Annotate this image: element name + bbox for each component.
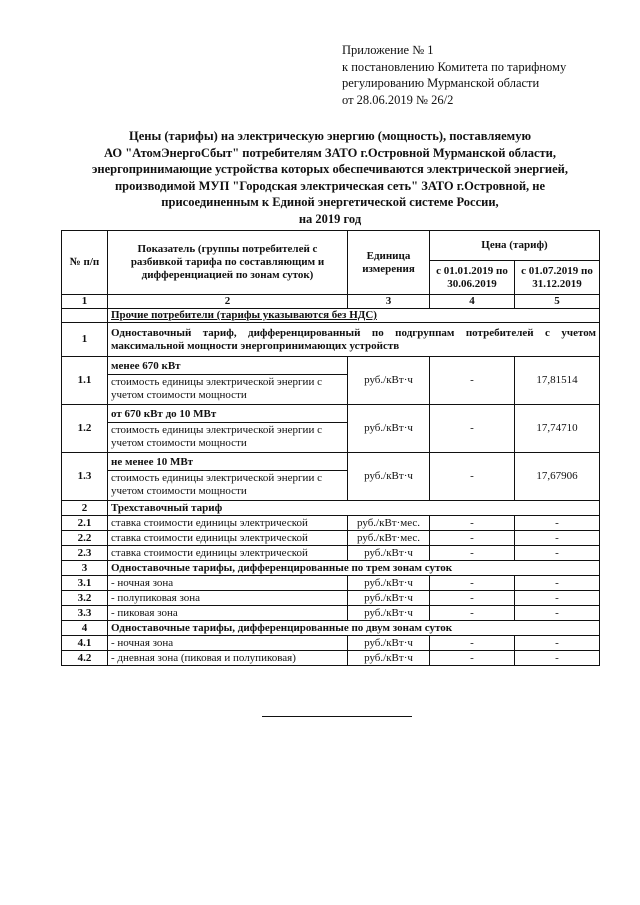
unit-cell: руб./кВт·ч	[348, 651, 430, 666]
row-text: - дневная зона (пиковая и полупиковая)	[108, 651, 348, 666]
title-line: на 2019 год	[298, 211, 362, 226]
table-row	[62, 606, 600, 621]
row-text: - ночная зона	[108, 576, 348, 591]
unit-cell: руб./кВт·ч	[348, 606, 430, 621]
value-cell: -	[515, 576, 600, 591]
value-cell: -	[430, 546, 515, 561]
value-cell: -	[515, 531, 600, 546]
value-cell: -	[430, 591, 515, 606]
row-text: ставка стоимости единицы электрической	[108, 531, 348, 546]
appendix-line: к постановлению Комитета по тарифному	[342, 59, 567, 74]
row-number: 1	[62, 323, 108, 357]
value-cell: -	[515, 651, 600, 666]
value-cell: -	[515, 606, 600, 621]
title-line: Цены (тарифы) на электрическую энергию (мощность), поставляемую	[128, 129, 532, 143]
value-cell: -	[430, 651, 515, 666]
unit-cell: руб./кВт·ч	[348, 405, 430, 453]
row-number: 4	[62, 621, 108, 636]
subgroup-heading: не менее 10 МВт	[111, 455, 194, 468]
table-row	[62, 453, 600, 501]
row-number: 2	[62, 501, 108, 516]
column-number: 2	[108, 295, 348, 309]
unit-cell: руб./кВт·ч	[348, 453, 430, 501]
row-text: Трехставочный тариф	[108, 501, 600, 516]
unit-cell: руб./кВт·ч	[348, 636, 430, 651]
appendix-block	[342, 42, 566, 108]
column-number: 1	[62, 295, 108, 309]
title-line: производимой МУП "Городская электрическая сеть" ЗАТО г.Островной, не	[114, 178, 546, 193]
row-number: 1.1	[62, 357, 108, 405]
appendix-line: регулированию Мурманской области	[342, 76, 540, 90]
row-text: Одноставочный тариф, дифференцированный по подгруппам потребителей с учетом максимальной мощности энергопринимающих устройств	[108, 323, 600, 357]
column-number: 3	[348, 295, 430, 309]
row-text: - ночная зона	[108, 636, 348, 651]
value-cell: -	[515, 591, 600, 606]
row-text: - полупиковая зона	[108, 591, 348, 606]
table-row	[62, 546, 600, 561]
row-text: ставка стоимости единицы электрической	[108, 516, 348, 531]
column-number: 5	[515, 295, 600, 309]
value-cell: -	[430, 453, 515, 501]
row-number: 4.1	[62, 636, 108, 651]
row-number: 2.1	[62, 516, 108, 531]
header-num: № п/п	[62, 231, 108, 295]
row-text: Одноставочные тарифы, дифференцированные по трем зонам суток	[108, 561, 600, 576]
value-cell: -	[430, 405, 515, 453]
table-row	[62, 651, 600, 666]
value-cell: -	[430, 636, 515, 651]
document-title	[60, 128, 600, 227]
title-line: АО "АтомЭнергоСбыт" потребителям ЗАТО г.Островной Мурманской области,	[103, 145, 556, 160]
column-number: 4	[430, 295, 515, 309]
subgroup-heading: от 670 кВт до 10 МВт	[111, 407, 217, 420]
row-text: стоимость единицы электрической энергии с учетом стоимости мощности	[108, 422, 347, 451]
table-row	[62, 591, 600, 606]
unit-cell: руб./кВт·ч	[348, 546, 430, 561]
row-number: 3.2	[62, 591, 108, 606]
value-cell: -	[515, 516, 600, 531]
title-line: энергопринимающие устройства которых обеспечиваются электрической энергией,	[91, 162, 569, 176]
unit-cell: руб./кВт·мес.	[348, 531, 430, 546]
table-row	[62, 531, 600, 546]
row-number: 4.2	[62, 651, 108, 666]
header-period-2: с 01.07.2019 по 31.12.2019	[515, 261, 600, 295]
row-number: 3	[62, 561, 108, 576]
appendix-line: от 28.06.2019 № 26/2	[342, 92, 454, 107]
title-line: присоединенным к Единой энергетической системе России,	[161, 195, 499, 209]
subgroup-heading: менее 670 кВт	[111, 359, 181, 372]
value-cell: -	[430, 357, 515, 405]
value-cell: -	[430, 606, 515, 621]
value-cell: -	[430, 576, 515, 591]
header-price: Цена (тариф)	[430, 231, 600, 261]
value-cell: -	[515, 636, 600, 651]
value-cell: 17,67906	[515, 453, 600, 501]
unit-cell: руб./кВт·ч	[348, 576, 430, 591]
row-text: - пиковая зона	[108, 606, 348, 621]
unit-cell: руб./кВт·ч	[348, 591, 430, 606]
appendix-line: Приложение № 1	[342, 43, 434, 57]
table-row	[62, 576, 600, 591]
table-row	[62, 405, 600, 453]
value-cell: 17,74710	[515, 405, 600, 453]
unit-cell: руб./кВт·ч	[348, 357, 430, 405]
header-unit: Единица измерения	[348, 231, 430, 295]
table-row	[62, 357, 600, 405]
row-number: 2.2	[62, 531, 108, 546]
table-row	[62, 636, 600, 651]
row-number: 2.3	[62, 546, 108, 561]
row-number: 1.3	[62, 453, 108, 501]
row-text: стоимость единицы электрической энергии с учетом стоимости мощности	[108, 374, 347, 403]
row-text: стоимость единицы электрической энергии с учетом стоимости мощности	[108, 470, 347, 499]
cell-empty	[62, 309, 108, 323]
value-cell: -	[515, 546, 600, 561]
row-number: 1.2	[62, 405, 108, 453]
unit-cell: руб./кВт·мес.	[348, 516, 430, 531]
section-heading: Прочие потребители (тарифы указываются без НДС)	[108, 309, 600, 323]
closing-line	[262, 716, 412, 717]
row-number: 3.3	[62, 606, 108, 621]
value-cell: 17,81514	[515, 357, 600, 405]
row-text: Одноставочные тарифы, дифференцированные по двум зонам суток	[108, 621, 600, 636]
value-cell: -	[430, 531, 515, 546]
header-indicator: Показатель (группы потребителей с разбивкой тарифа по составляющим и дифференциацией по зонам суток)	[108, 231, 348, 295]
header-period-1: с 01.01.2019 по 30.06.2019	[430, 261, 515, 295]
tariff-table	[61, 230, 600, 666]
row-text: ставка стоимости единицы электрической	[108, 546, 348, 561]
value-cell: -	[430, 516, 515, 531]
table-row	[62, 516, 600, 531]
row-number: 3.1	[62, 576, 108, 591]
